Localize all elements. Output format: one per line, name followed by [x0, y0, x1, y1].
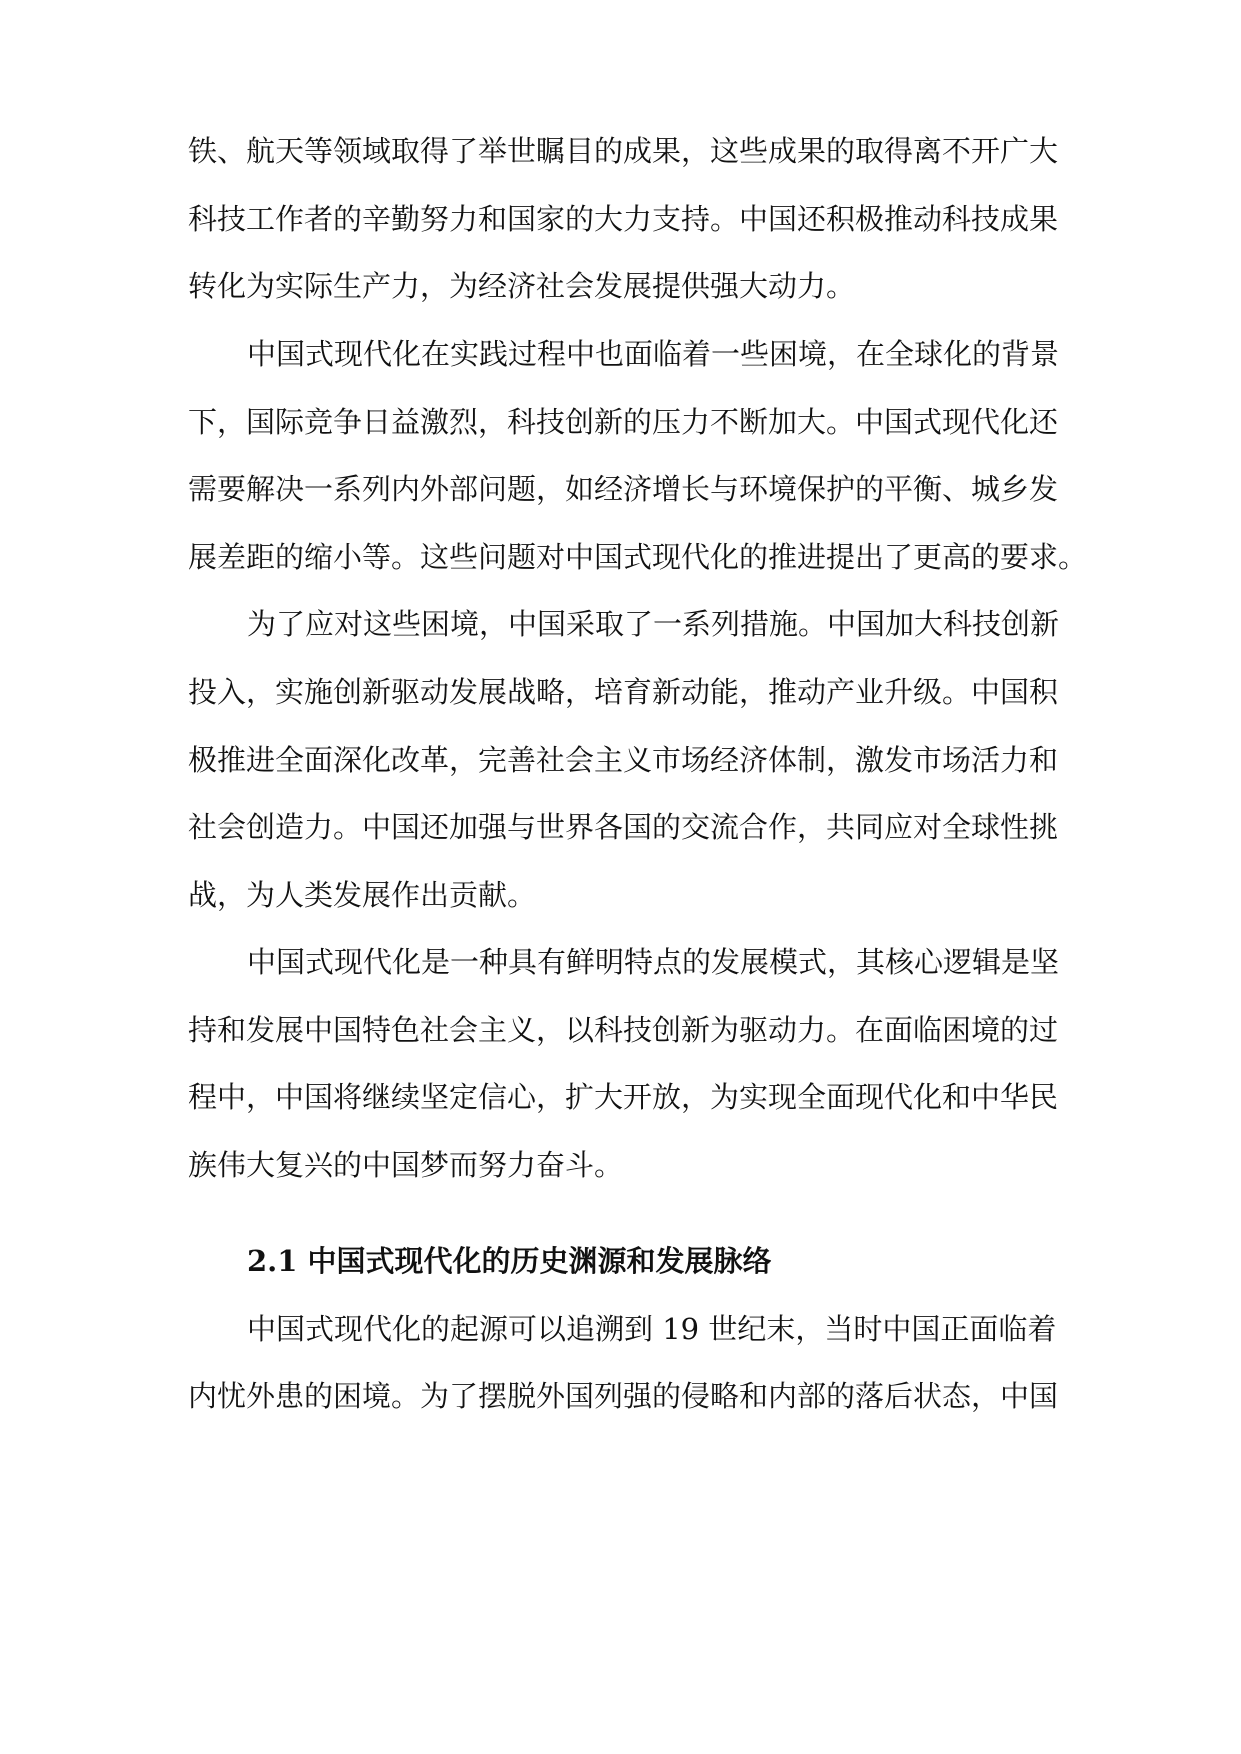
paragraph-5-line-1: 中国式现代化的起源可以追溯到 19 世纪末，当时中国正面临着: [247, 1312, 1057, 1346]
paragraph-4-line-3: 程中，中国将继续坚定信心，扩大开放，为实现全面现代化和中华民: [188, 1080, 1059, 1114]
paragraph-4-line-4: 族伟大复兴的中国梦而努力奋斗。: [188, 1148, 624, 1182]
paragraph-1-line-3: 转化为实际生产力，为经济社会发展提供强大动力。: [188, 269, 856, 303]
paragraph-5-line-2: 内忧外患的困境。为了摆脱外国列强的侵略和内部的落后状态，中国: [188, 1379, 1059, 1413]
paragraph-2-line-3: 需要解决一系列内外部问题，如经济增长与环境保护的平衡、城乡发: [188, 472, 1059, 506]
paragraph-3-line-4: 社会创造力。中国还加强与世界各国的交流合作，共同应对全球性挑: [188, 810, 1059, 844]
paragraph-3-line-1: 为了应对这些困境，中国采取了一系列措施。中国加大科技创新: [247, 607, 1060, 641]
paragraph-3-line-5: 战，为人类发展作出贡献。: [188, 878, 537, 912]
paragraph-2-line-2: 下，国际竞争日益激烈，科技创新的压力不断加大。中国式现代化还: [188, 405, 1059, 439]
paragraph-1-line-1: 铁、航天等领域取得了举世瞩目的成果，这些成果的取得离不开广大: [188, 134, 1059, 168]
section-heading: 2.1 中国式现代化的历史渊源和发展脉络: [247, 1244, 772, 1278]
paragraph-4-line-1: 中国式现代化是一种具有鲜明特点的发展模式，其核心逻辑是坚: [247, 945, 1060, 979]
paragraph-2-line-4: 展差距的缩小等。这些问题对中国式现代化的推进提出了更高的要求。: [188, 540, 1088, 574]
paragraph-2-line-1: 中国式现代化在实践过程中也面临着一些困境，在全球化的背景: [247, 337, 1060, 371]
paragraph-4-line-2: 持和发展中国特色社会主义，以科技创新为驱动力。在面临困境的过: [188, 1013, 1059, 1047]
paragraph-1-line-2: 科技工作者的辛勤努力和国家的大力支持。中国还积极推动科技成果: [188, 202, 1059, 236]
paragraph-3-line-2: 投入，实施创新驱动发展战略，培育新动能，推动产业升级。中国积: [188, 675, 1059, 709]
paragraph-3-line-3: 极推进全面深化改革，完善社会主义市场经济体制，激发市场活力和: [188, 743, 1059, 777]
